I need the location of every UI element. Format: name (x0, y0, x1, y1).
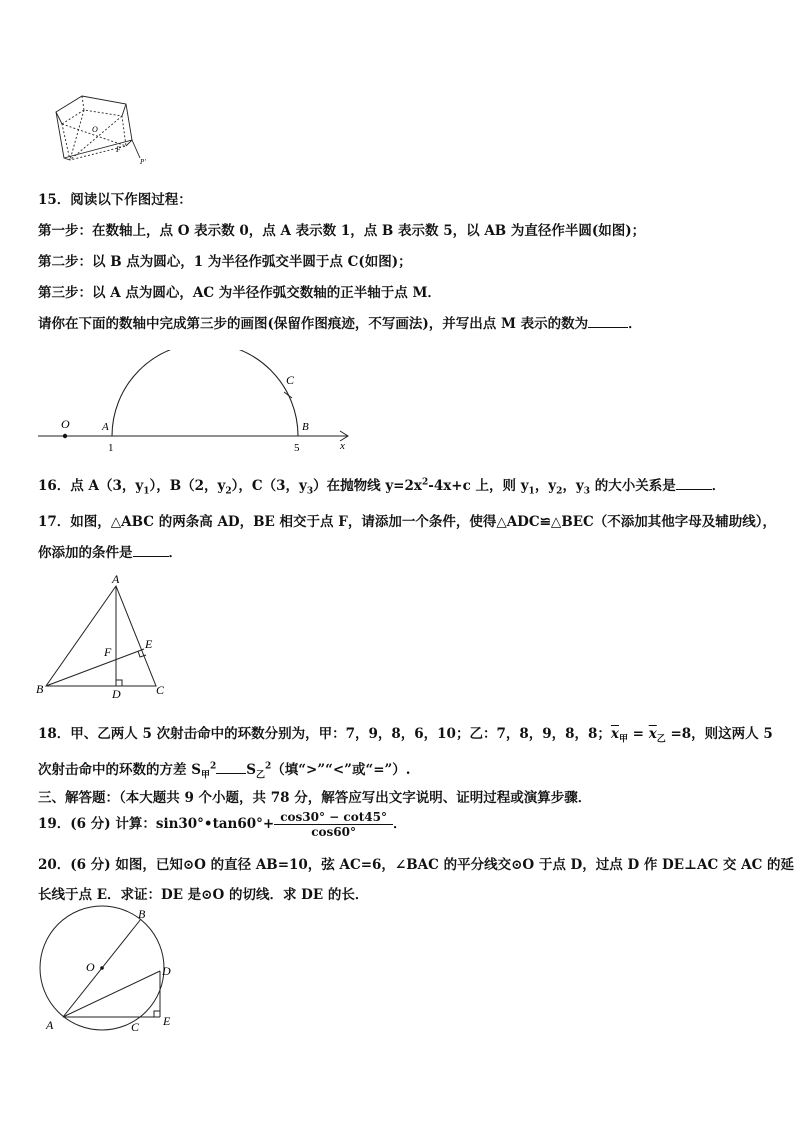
figure-20-label-b: B (138, 907, 146, 921)
q20-line2: 长线于点 E．求证：DE 是⊙O 的切线．求 DE 的长． (38, 887, 369, 903)
q16-sub: 2 (225, 486, 232, 497)
figure-15-tick-1: 1 (108, 442, 114, 454)
q18-sub-yi: 乙 (656, 734, 666, 745)
q18-var-sup: 2 (265, 761, 272, 772)
figure-20-circle (32, 905, 182, 1040)
q15-prompt (38, 312, 642, 332)
figure-15-label-b: B (302, 421, 309, 433)
figure-15-label-o: O (61, 417, 70, 431)
figure-14-pentagon (48, 90, 158, 170)
figure-20-label-e: E (163, 1014, 171, 1028)
q19-fraction (274, 810, 393, 839)
q16-part: ）在抛物线 y=2x (313, 478, 422, 494)
q16-sub: 3 (583, 486, 591, 497)
q18-line2 (38, 758, 411, 781)
q17-line1: 17．如图，△ABC 的两条高 AD，BE 相交于点 F，请添加一个条件，使得△ADC≌△BEC（不添加其他字母及辅助线）， (38, 514, 777, 530)
figure-17-triangle (32, 572, 182, 700)
q16-sup: 2 (421, 477, 429, 488)
section-3-heading: 三、解答题：（本大题共 9 个小题，共 78 分，解答应写出文字说明、证明过程或演算步骤． (38, 790, 592, 806)
q19-end: ． (392, 816, 407, 832)
q19-line (38, 810, 406, 839)
figure-15-tick-5: 5 (294, 442, 300, 454)
figure-20-label-d: D (162, 964, 171, 978)
figure-17-label-d: D (112, 687, 121, 700)
q18-var-sub-jia: 甲 (200, 770, 210, 781)
q16-sub: 2 (556, 486, 563, 497)
q19-denominator: cos60° (311, 825, 356, 839)
q15-step3: 第三步：以 A 点为圆心，AC 为半径作弧交数轴的正半轴于点 M． (38, 285, 441, 301)
q19-numerator: cos30° − cot45° (274, 810, 393, 825)
q16-sub: 1 (143, 486, 150, 497)
q15-answer-blank[interactable] (588, 326, 628, 328)
q15-prompt-end: ． (628, 316, 642, 332)
q18-text: 18．甲、乙两人 5 次射击命中的环数分别为，甲：7，9，8，6，10；乙：7，8，9，8，8； (38, 726, 611, 742)
q20-line1: 20．(6 分) 如图，已知⊙O 的直径 AB=10，弦 AC=6，∠BAC 的平分线交⊙O 于点 D，过点 D 作 DE⊥AC 交 AC 的延 (38, 857, 794, 873)
figure-17-label-b: B (36, 682, 44, 696)
figure-15-number-line (30, 350, 370, 455)
q18-var-sup: 2 (209, 761, 217, 772)
q16-part: ，y (534, 478, 557, 494)
q16-part: ），B（2，y (149, 478, 226, 494)
figure-17-label-e: E (145, 637, 153, 651)
q17-answer-blank[interactable] (133, 555, 169, 557)
q18-hint: （填“>”“<”或“=”）. (271, 762, 411, 778)
q19-prefix: 19．(6 分) 计算：sin30°•tan60°+ (38, 816, 275, 832)
q17-line2 (38, 541, 182, 561)
q18-xbar: $\overline{x}$ (648, 726, 657, 742)
figure-15-label-x: x (340, 440, 345, 452)
q16-part: -4x+c 上，则 y (428, 478, 529, 494)
q18-var-sub-yi: 乙 (255, 770, 265, 781)
q16-part: ），C（3，y (231, 478, 307, 494)
q18-var-s: S (246, 762, 256, 778)
q18-sub-jia: 甲 (618, 734, 628, 745)
figure-14-label-f: F (116, 145, 121, 154)
q15-step2: 第二步：以 B 点为圆心，1 为半径作弧交半圆于点 C(如图)； (38, 254, 412, 270)
q16-sub: 3 (306, 486, 314, 497)
figure-20-label-a: A (46, 1018, 54, 1032)
q17-line2-text: 你添加的条件是 (38, 545, 133, 561)
q16-answer-blank[interactable] (676, 488, 712, 490)
q18-line1 (38, 722, 773, 745)
figure-17-label-f: F (104, 645, 112, 659)
figure-15-label-a: A (102, 421, 109, 433)
figure-15-label-c: C (286, 373, 295, 387)
figure-20-label-c: C (131, 1020, 140, 1034)
q16-end: ． (711, 478, 726, 494)
q17-end: ． (168, 545, 182, 561)
q16-text (38, 474, 725, 497)
figure-14-label-o: O (92, 125, 98, 134)
q18-text-b: =8，则这两人 5 (665, 726, 773, 742)
q16-sub: 1 (528, 486, 535, 497)
q18-xbar: $\overline{x}$ (610, 726, 619, 742)
q15-step1: 第一步：在数轴上，点 O 表示数 0，点 A 表示数 1，点 B 表示数 5，以 AB 为直径作半圆(如图)； (38, 223, 646, 239)
q16-part: 的大小关系是 (590, 478, 676, 494)
q18-eq: = (627, 726, 649, 742)
q18-answer-blank[interactable] (216, 772, 246, 774)
figure-17-label-c: C (156, 683, 165, 697)
q15-prompt-text: 请你在下面的数轴中完成第三步的画图(保留作图痕迹，不写画法)，并写出点 M 表示的数为 (38, 316, 589, 332)
figure-17-label-a: A (112, 572, 120, 586)
q15-title: 15．阅读以下作图过程： (38, 192, 192, 208)
figure-20-label-o: O (86, 960, 95, 974)
q18-var-text: 次射击命中的环数的方差 S (38, 762, 201, 778)
q16-part: 16．点 A（3，y (38, 478, 144, 494)
figure-14-label-p: P' (140, 158, 146, 166)
q16-part: ，y (562, 478, 584, 494)
